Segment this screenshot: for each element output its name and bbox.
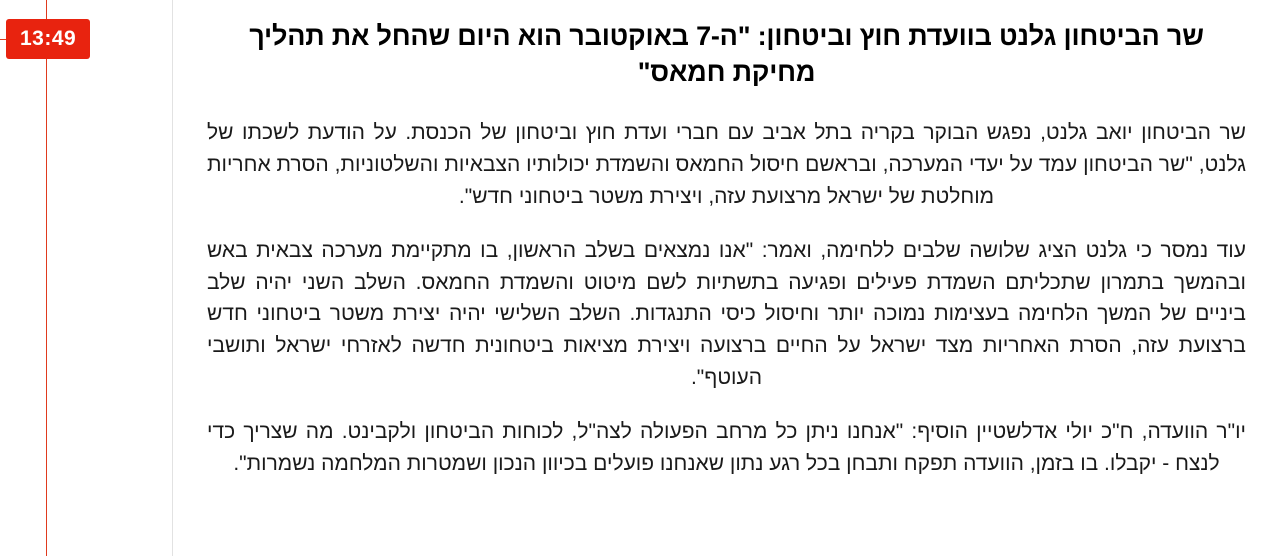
page-title: שר הביטחון גלנט בוועדת חוץ וביטחון: "ה-7 באוקטובר הוא היום שהחל את תהליך מחיקת חמאס" [249, 21, 1204, 88]
timestamp-badge: 13:49 [6, 19, 90, 59]
article-paragraph: שר הביטחון יואב גלנט, נפגש הבוקר בקריה בתל אביב עם חברי ועדת חוץ וביטחון של הכנסת. על הודעת לשכתו של גלנט, "שר הביטחון עמד על יעדי המערכה, ובראשם חיסול החמאס והשמדת יכולותיו הצבאיות והשלטוניות, הסרת אחריות מוחלטת של ישראל מרצועת עזה, ויצירת משטר ביטחוני חדש". [207, 120, 1246, 208]
article-paragraph: יו"ר הוועדה, ח"כ יולי אדלשטיין הוסיף: "אנחנו ניתן כל מרחב הפעולה לצה"ל, לכוחות הביטחון ולקבינט. מה שצריך כדי לנצח - יקבלו. בו בזמן, הוועדה תפקח ותבחן בכל רגע נתון שאנחנו פועלים בכיוון הנכון ושמטרות המלחמה נשמרות". [207, 420, 1246, 476]
article-paragraph: עוד נמסר כי גלנט הציג שלושה שלבים ללחימה, ואמר: "אנו נמצאים בשלב הראשון, בו מתקיימת מערכה צבאית באש ובהמשך בתמרון שתכליתם השמדת פעילים ופגיעה בתשתיות לשם מיטוט והשמדת החמאס. השלב השני יהיה שלב ביניים של המשך הלחימה בעצימות נמוכה יותר וחיסול כיסי התנגדות. השלב השלישי יהיה יצירת משטר ביטחוני חדש ברצועת עזה, הסרת האחריות מצד ישראל על החיים ברצועה ויצירת מציאות ביטחונית חדשה לאזרחי ישראל ותושבי העוטף". [207, 238, 1246, 390]
timeline-vertical-line [46, 0, 47, 556]
article-body [172, 0, 1280, 556]
timeline-rail [0, 0, 172, 556]
